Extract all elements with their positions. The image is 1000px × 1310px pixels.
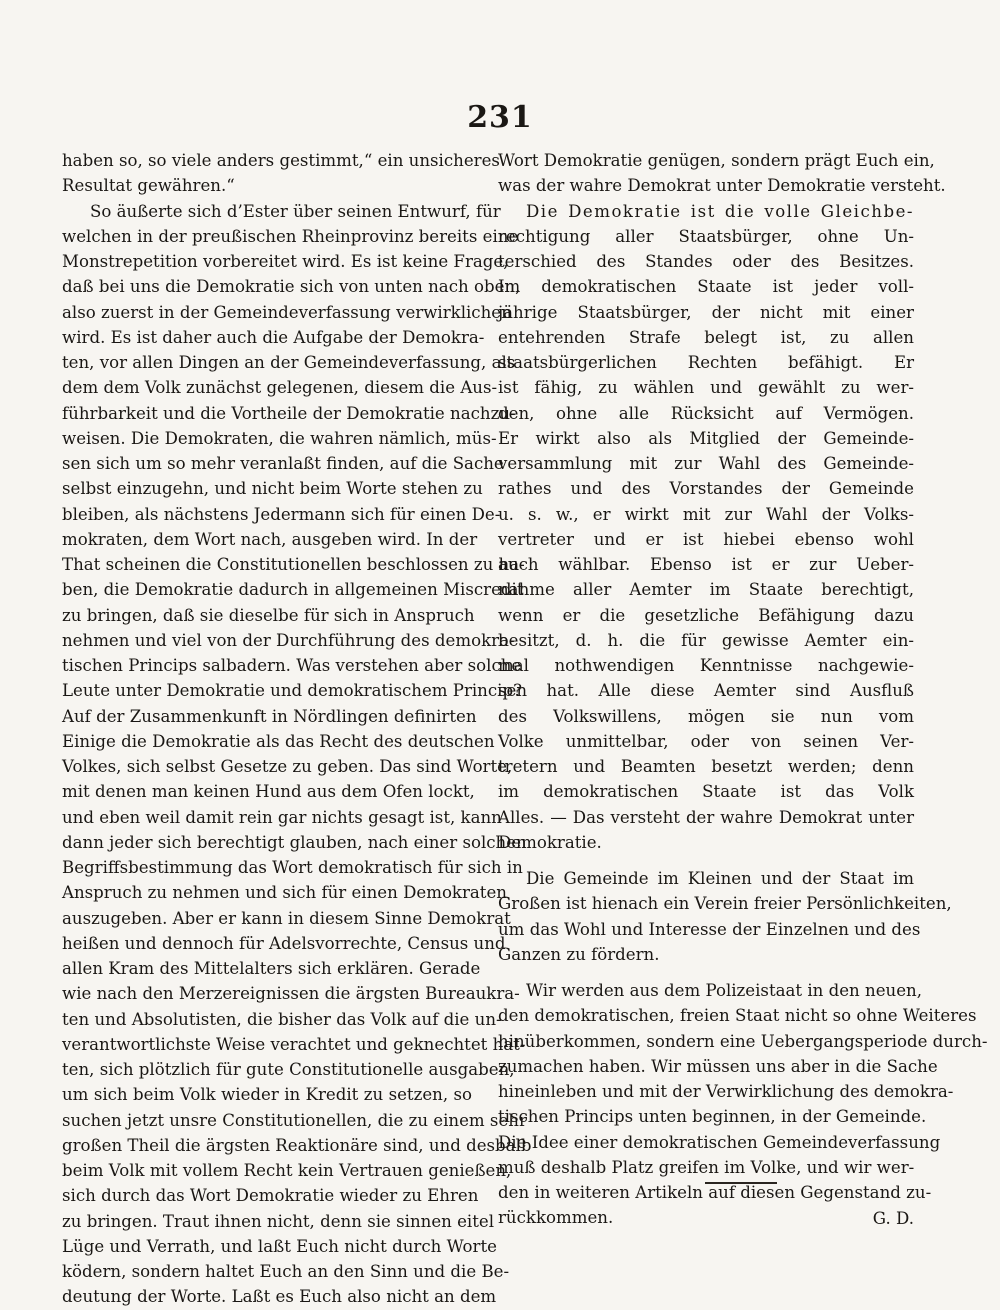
text-line: sich durch das Wort Demokratie wieder zu Ehren [62, 1186, 479, 1206]
paragraph [498, 148, 946, 855]
text-line: Wort Demokratie genügen, sondern prägt Euch ein, [498, 151, 935, 170]
text-line: allen Kram des Mittelalters sich erklären. Gerade [62, 959, 481, 978]
text-line: heißen und dennoch für Adelsvorrechte, Census und [62, 933, 506, 953]
text-line: auch wählbar. Ebenso ist er zur Ueber- [498, 555, 914, 574]
text-line: Monstrepetition vorbereitet wird. Es ist keine Frage, [62, 252, 509, 271]
text-line: vertreter und er ist hiebei ebenso wohl [498, 529, 914, 549]
text-line: sen hat. Alle diese Aemter sind Ausfluß [498, 681, 914, 701]
text-line: sen sich um so mehr veranlaßt finden, auf die Sache [62, 454, 504, 473]
text-line: beim Volk mit vollem Recht kein Vertrauen genießen, [62, 1161, 512, 1180]
text-line: ist fähig, zu wählen und gewählt zu wer- [498, 378, 914, 398]
text-line: also zuerst in der Gemeindeverfassung verwirklichen [62, 302, 512, 322]
text-line: was der wahre Demokrat unter Demokratie versteht. [498, 176, 946, 196]
text-line: besitzt, d. h. die für gewisse Aemter ein- [498, 630, 914, 650]
text-line: Ganzen zu fördern. [498, 944, 660, 964]
text-line: auszugeben. Aber er kann in diesem Sinne Demokrat [62, 908, 511, 928]
paragraph-gap [498, 855, 914, 866]
text-line: nehmen und viel von der Durchführung des demokra- [62, 630, 515, 650]
text-line: terschied des Standes oder des Besitzes. [498, 252, 914, 271]
text-line: den demokratischen, freien Staat nicht so ohne Weiteres [498, 1006, 977, 1026]
text-line: rückkommen. [498, 1208, 614, 1228]
text-line: Demokratie. [498, 832, 602, 852]
text-line: welchen in der preußischen Rheinprovinz bereits eine [62, 226, 519, 246]
text-line: Die Gemeinde im Kleinen und der Staat im [526, 869, 914, 888]
text-line: dem dem Volk zunächst gelegenen, diesem die Aus- [62, 378, 498, 398]
text-line: Resultat gewähren.“ [62, 176, 235, 196]
text-line: führbarkeit und die Vortheile der Demokratie nachzu- [62, 403, 516, 423]
text-line: Im demokratischen Staate ist jeder voll- [498, 277, 914, 297]
text-line: muß deshalb Platz greifen im Volke, und wir wer- [498, 1157, 915, 1177]
text-line: hineinleben und mit der Verwirklichung des demokra- [498, 1082, 954, 1101]
text-line: Leute unter Demokratie und demokratischem Princip? [62, 681, 522, 701]
text-line: ten, vor allen Dingen an der Gemeindeverfassung, als [62, 353, 516, 372]
text-line: Er wirkt also als Mitglied der Gemeinde- [498, 428, 914, 448]
text-line: Einige die Demokratie als das Recht des deutschen [62, 731, 495, 751]
text-line: im demokratischen Staate ist das Volk [498, 782, 914, 802]
text-line: ben, die Demokratie dadurch in allgemeinen Miscredit [62, 580, 524, 600]
text-line: suchen jetzt unsre Constitutionellen, die zu einem sehr [62, 1110, 527, 1130]
text-line: So äußerte sich d’Ester über seinen Entwurf, für [90, 201, 501, 221]
text-line: um sich beim Volk wieder in Kredit zu setzen, so [62, 1085, 472, 1105]
paragraph [498, 978, 988, 1231]
text-line: zumachen haben. Wir müssen uns aber in die Sache [498, 1056, 938, 1076]
text-line: mokraten, dem Wort nach, ausgeben wird. In der [62, 529, 478, 549]
text-line: rechtigung aller Staatsbürger, ohne Un- [498, 226, 914, 246]
text-line: Volke unmittelbar, oder von seinen Ver- [498, 731, 914, 751]
text-line: versammlung mit zur Wahl des Gemeinde- [498, 454, 914, 473]
text-line: ten, sich plötzlich für gute Constitutionelle ausgaben, [62, 1060, 515, 1079]
text-line: Lüge und Verrath, und laßt Euch nicht durch Worte [62, 1236, 497, 1256]
text-line: bleiben, als nächstens Jedermann sich für einen De- [62, 504, 501, 524]
text-line: daß bei uns die Demokratie sich von unten nach oben, [62, 277, 521, 297]
text-line: wird. Es ist daher auch die Aufgabe der Demokra- [62, 327, 485, 347]
right-column [498, 148, 988, 1231]
text-line: u. s. w., er wirkt mit zur Wahl der Volks- [498, 504, 914, 524]
text-line: ten und Absolutisten, die bisher das Volk auf die un- [62, 1009, 502, 1029]
text-line: tischen Princips unten beginnen, in der Gemeinde. [498, 1107, 927, 1127]
author-signature: G. D. [872, 1208, 914, 1228]
text-line: zu bringen. Traut ihnen nicht, denn sie sinnen eitel [62, 1211, 495, 1231]
text-line: ködern, sondern haltet Euch an den Sinn und die Be- [62, 1262, 510, 1281]
left-column [62, 148, 532, 1310]
text-line: dann jeder sich berechtigt glauben, nach einer solchen [62, 832, 527, 852]
text-line: zu bringen, daß sie dieselbe für sich in Anspruch [62, 605, 475, 625]
text-line: Anspruch zu nehmen und sich für einen Demokraten [62, 883, 507, 903]
text-line: haben so, so viele anders gestimmt,“ ein unsicheres [62, 151, 500, 170]
text-line: den in weiteren Artikeln auf diesen Gegenstand zu- [498, 1183, 932, 1202]
text-line: Wir werden aus dem Polizeistaat in den neuen, [526, 981, 922, 1000]
text-line: nahme aller Aemter im Staate berechtigt, [498, 580, 914, 600]
text-line: tretern und Beamten besetzt werden; denn [498, 757, 914, 776]
text-line: den, ohne alle Rücksicht auf Vermögen. [498, 403, 914, 423]
text-line: Begriffsbestimmung das Wort demokratisch für sich in [62, 858, 523, 877]
text-line: verantwortlichste Weise verachtet und geknechtet hat- [62, 1034, 526, 1054]
text-line: mit denen man keinen Hund aus dem Ofen lockt, [62, 782, 475, 802]
text-line: entehrenden Strafe belegt ist, zu allen [498, 327, 914, 347]
text-line: Auf der Zusammenkunft in Nördlingen definirten [62, 706, 477, 726]
text-line: deutung der Worte. Laßt es Euch also nicht an dem [62, 1287, 497, 1307]
text-line: des Volkswillens, mögen sie nun vom [498, 706, 914, 726]
text-line: Großen ist hienach ein Verein freier Persönlichkeiten, [498, 894, 952, 914]
text-line: rathes und des Vorstandes der Gemeinde [498, 479, 914, 499]
text-line: Die Idee einer demokratischen Gemeindeverfassung [498, 1132, 941, 1152]
text-line: hinüberkommen, sondern eine Uebergangsperiode durch- [498, 1031, 988, 1051]
text-line: selbst einzugehn, und nicht beim Worte stehen zu [62, 479, 483, 499]
text-line: Alles. — Das versteht der wahre Demokrat unter [498, 807, 914, 827]
text-line: wenn er die gesetzliche Befähigung dazu [498, 605, 914, 625]
text-line: Volkes, sich selbst Gesetze zu geben. Das sind Worte, [62, 757, 513, 776]
text-line: jährige Staatsbürger, der nicht mit einer [498, 302, 914, 322]
closing-rule [705, 1182, 777, 1184]
paragraph [498, 866, 952, 967]
text-line: That scheinen die Constitutionellen beschlossen zu ha- [62, 555, 525, 574]
text-line: mal nothwendigen Kenntnisse nachgewie- [498, 656, 914, 675]
text-line: weisen. Die Demokraten, die wahren nämlich, müs- [62, 428, 497, 448]
text-line: großen Theil die ärgsten Reaktionäre sind, und desbalb [62, 1135, 532, 1155]
text-line: und eben weil damit rein gar nichts gesagt ist, kann [62, 807, 502, 827]
paragraph-gap [498, 967, 914, 978]
text-line: Die Demokratie ist die volle Gleichbe- [526, 201, 914, 221]
page-number: 231 [467, 100, 533, 135]
text-line: tischen Princips salbadern. Was verstehen aber solche [62, 656, 522, 675]
text-line: wie nach den Merzereignissen die ärgsten Bureaukra- [62, 984, 520, 1004]
text-line: staatsbürgerlichen Rechten befähigt. Er [498, 353, 914, 372]
text-line: um das Wohl und Interesse der Einzelnen und des [498, 919, 921, 939]
